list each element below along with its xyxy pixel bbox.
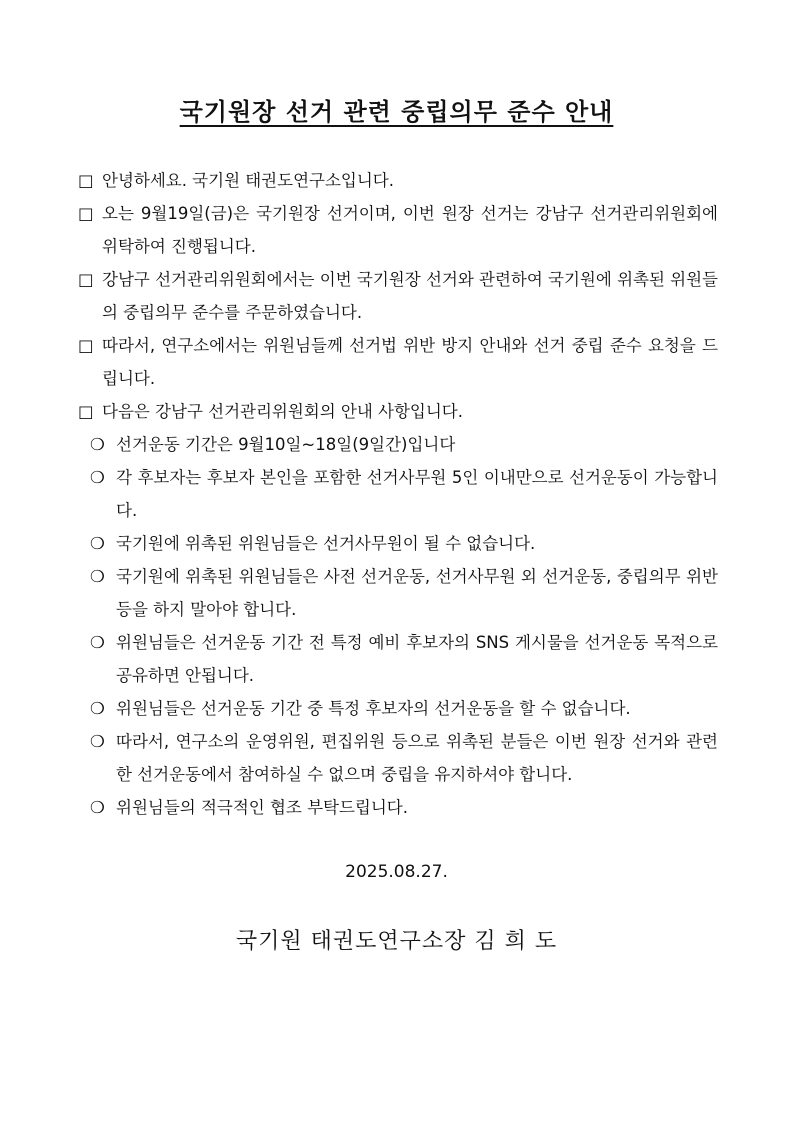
notice-text: 선거운동 기간은 9월10일~18일(9일간)입니다	[116, 435, 456, 454]
notice-text: 국기원에 위촉된 위원님들은 사전 선거운동, 선거사무원 외 선거운동, 중립의무 위반 등을 하지 말아야 합니다.	[116, 567, 718, 619]
notice-item	[78, 560, 718, 626]
paragraph-text: 안녕하세요. 국기원 태권도연구소입니다.	[102, 171, 394, 190]
circle-bullet-icon: ❍	[90, 468, 105, 487]
document-body	[78, 164, 718, 824]
notice-text: 위원님들의 적극적인 협조 부탁드립니다.	[116, 798, 408, 817]
notice-item	[78, 527, 718, 560]
square-bullet-icon: □	[78, 402, 94, 421]
notice-item	[78, 626, 718, 692]
paragraph-text: 강남구 선거관리위원회에서는 이번 국기원장 선거와 관련하여 국기원에 위촉된 위원들의 중립의무 준수를 주문하였습니다.	[102, 270, 718, 322]
circle-bullet-icon: ❍	[90, 534, 105, 553]
paragraph-text: 다음은 강남구 선거관리위원회의 안내 사항입니다.	[102, 402, 463, 421]
notice-text: 위원님들은 선거운동 기간 전 특정 예비 후보자의 SNS 게시물을 선거운동 목적으로 공유하면 안됩니다.	[116, 633, 718, 685]
square-bullet-icon: □	[78, 171, 94, 190]
paragraph	[78, 263, 718, 329]
document-date: 2025.08.27.	[345, 862, 448, 882]
paragraph	[78, 164, 718, 197]
circle-bullet-icon: ❍	[90, 633, 105, 652]
paragraph-text: 오는 9월19일(금)은 국기원장 선거이며, 이번 원장 선거는 강남구 선거관리위원회에 위탁하여 진행됩니다.	[102, 204, 718, 256]
notice-item	[78, 725, 718, 791]
notice-item	[78, 428, 718, 461]
notice-item	[78, 692, 718, 725]
square-bullet-icon: □	[78, 336, 94, 355]
square-bullet-icon: □	[78, 204, 94, 223]
document-title: 국기원장 선거 관련 중립의무 준수 안내	[179, 98, 614, 126]
circle-bullet-icon: ❍	[90, 567, 105, 586]
notice-text: 따라서, 연구소의 운영위원, 편집위원 등으로 위촉된 분들은 이번 원장 선거와 관련한 선거운동에서 참여하실 수 없으며 중립을 유지하셔야 합니다.	[116, 732, 718, 784]
paragraph-text: 따라서, 연구소에서는 위원님들께 선거법 위반 방지 안내와 선거 중립 준수 요청을 드립니다.	[102, 336, 718, 388]
paragraph	[78, 197, 718, 263]
circle-bullet-icon: ❍	[90, 435, 105, 454]
notice-text: 국기원에 위촉된 위원님들은 선거사무원이 될 수 없습니다.	[116, 534, 536, 553]
circle-bullet-icon: ❍	[90, 732, 105, 751]
signature-line: 국기원 태권도연구소장 김 희 도	[235, 929, 558, 954]
circle-bullet-icon: ❍	[90, 798, 105, 817]
notice-text: 위원님들은 선거운동 기간 중 특정 후보자의 선거운동을 할 수 없습니다.	[116, 699, 631, 718]
paragraph	[78, 395, 718, 428]
notice-text: 각 후보자는 후보자 본인을 포함한 선거사무원 5인 이내만으로 선거운동이 가능합니다.	[116, 468, 718, 520]
notice-item	[78, 461, 718, 527]
notice-item	[78, 791, 718, 824]
circle-bullet-icon: ❍	[90, 699, 105, 718]
paragraph	[78, 329, 718, 395]
square-bullet-icon: □	[78, 270, 94, 289]
